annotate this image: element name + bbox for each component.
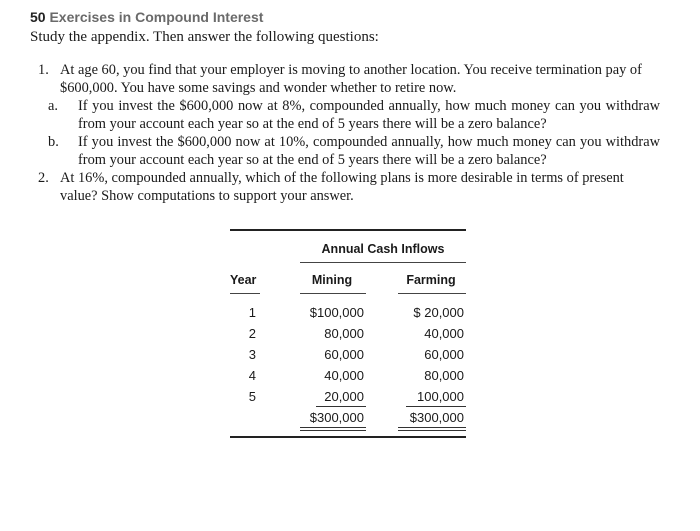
question-2 <box>38 169 660 205</box>
part-label: a. <box>48 98 58 114</box>
mining-cell: 20,000 <box>324 389 364 404</box>
question-1a <box>38 97 660 133</box>
mining-cell: 60,000 <box>324 347 364 362</box>
mining-total-double-rule <box>300 427 366 431</box>
mining-cell: 40,000 <box>324 368 364 383</box>
year-cell: 2 <box>248 326 256 341</box>
farming-cell: 60,000 <box>424 347 464 362</box>
year-cell: 5 <box>248 389 256 404</box>
mining-total: $300,000 <box>309 410 364 425</box>
group-header-rule <box>300 262 466 263</box>
question-label: 2. <box>38 170 49 186</box>
question-label: 1. <box>38 62 49 78</box>
question-1 <box>38 61 660 97</box>
mining-sum-rule <box>316 406 366 407</box>
mining-cell: $100,000 <box>309 305 364 320</box>
year-cell: 4 <box>248 368 256 383</box>
instructions: Study the appendix. Then answer the following questions: <box>30 29 379 45</box>
part-label: b. <box>48 134 59 150</box>
mining-cell: 80,000 <box>324 326 364 341</box>
mining-header-rule <box>300 293 366 294</box>
farming-cell: 80,000 <box>424 368 464 383</box>
table-bottom-rule <box>230 436 466 438</box>
farming-header-rule <box>398 293 466 294</box>
question-list <box>38 61 660 205</box>
farming-cell: 100,000 <box>417 389 464 404</box>
farming-total: $300,000 <box>409 410 464 425</box>
section-title: Exercises in Compound Interest <box>49 9 264 25</box>
farming-sum-rule <box>406 406 466 407</box>
part-text: If you invest the $600,000 now at 10%, compounded annually, how much money can you withdraw from your account each year so at the end of 5 years there will be a zero balance? <box>78 134 660 168</box>
farming-cell: 40,000 <box>424 326 464 341</box>
question-text: At 16%, compounded annually, which of the following plans is more desirable in terms of present value? Show computations to support your answer. <box>60 170 624 204</box>
year-header: Year <box>230 273 257 287</box>
mining-header: Mining <box>311 273 353 287</box>
year-cell: 1 <box>248 305 256 320</box>
farming-cell: $ 20,000 <box>413 305 464 320</box>
question-text: At age 60, you find that your employer is moving to another location. You receive termination pay of $600,000. You have some savings and wonder whether to retire now. <box>60 62 642 96</box>
table-top-rule <box>230 229 466 231</box>
year-header-rule <box>230 293 260 294</box>
page-number: 50 <box>30 9 46 25</box>
group-header: Annual Cash Inflows <box>321 242 445 256</box>
farming-total-double-rule <box>398 427 466 431</box>
page-header <box>30 9 263 25</box>
farming-header: Farming <box>406 273 456 287</box>
year-cell: 3 <box>248 347 256 362</box>
part-text: If you invest the $600,000 now at 8%, compounded annually, how much money can you withdraw from your account each year so at the end of 5 years there will be a zero balance? <box>78 98 660 132</box>
question-1b <box>38 133 660 169</box>
